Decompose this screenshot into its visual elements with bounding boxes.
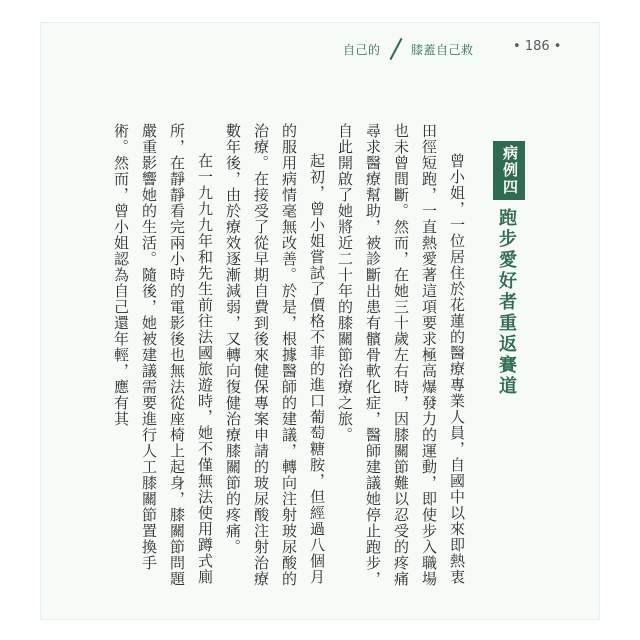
body-text [107, 123, 471, 593]
case-badge: 病例四 [493, 141, 525, 200]
book-title-right: 膝蓋自己救 [411, 43, 474, 57]
case-title: 跑步愛好者重返賽道 [496, 208, 517, 397]
paragraph-2: 起初，曾小姐嘗試了價格不菲的進口葡萄糖胺，但經過八個月的服用病情毫無改善。於是，根據醫師的建議，轉向注射玻尿酸的治療。在接受了從早期自費到後來健保專案申請的玻尿酸注射治療數年後，由於療效逐漸減弱，又轉向復健治療膝關節的疼痛。 [224, 123, 326, 587]
paragraph-1: 曾小姐，一位居住於花蓮的醫療專業人員，自國中以來即熱衷田徑短跑，一直熱愛著這項要求極高爆發力的運動，即使步入職場也未曾間斷。然而，在她三十歲左右時，因膝關節難以忍受的疼痛尋求醫療幫助，被診斷出患有髕骨軟化症，醫師建議她停止跑步，自此開啟了她將近二十年的膝關節治療之旅。 [336, 123, 466, 587]
book-title-left: 自己的 [343, 43, 381, 57]
book-page [40, 22, 600, 620]
page-number: • 186 • [513, 39, 562, 54]
header-slash-ornament [389, 38, 402, 60]
case-heading [493, 141, 525, 397]
running-header [41, 37, 599, 59]
page-number-value: 186 [524, 39, 550, 54]
paragraph-3: 在一九九九年和先生前往法國旅遊時，她不僅無法使用蹲式廁所，在靜靜看完兩小時的電影後也無法從座椅上起身，膝關節問題嚴重影響她的生活。隨後，她被建議需要進行人工膝關節置換手術。然而，曾小姐認為自己還年輕，應有其 [112, 123, 214, 587]
